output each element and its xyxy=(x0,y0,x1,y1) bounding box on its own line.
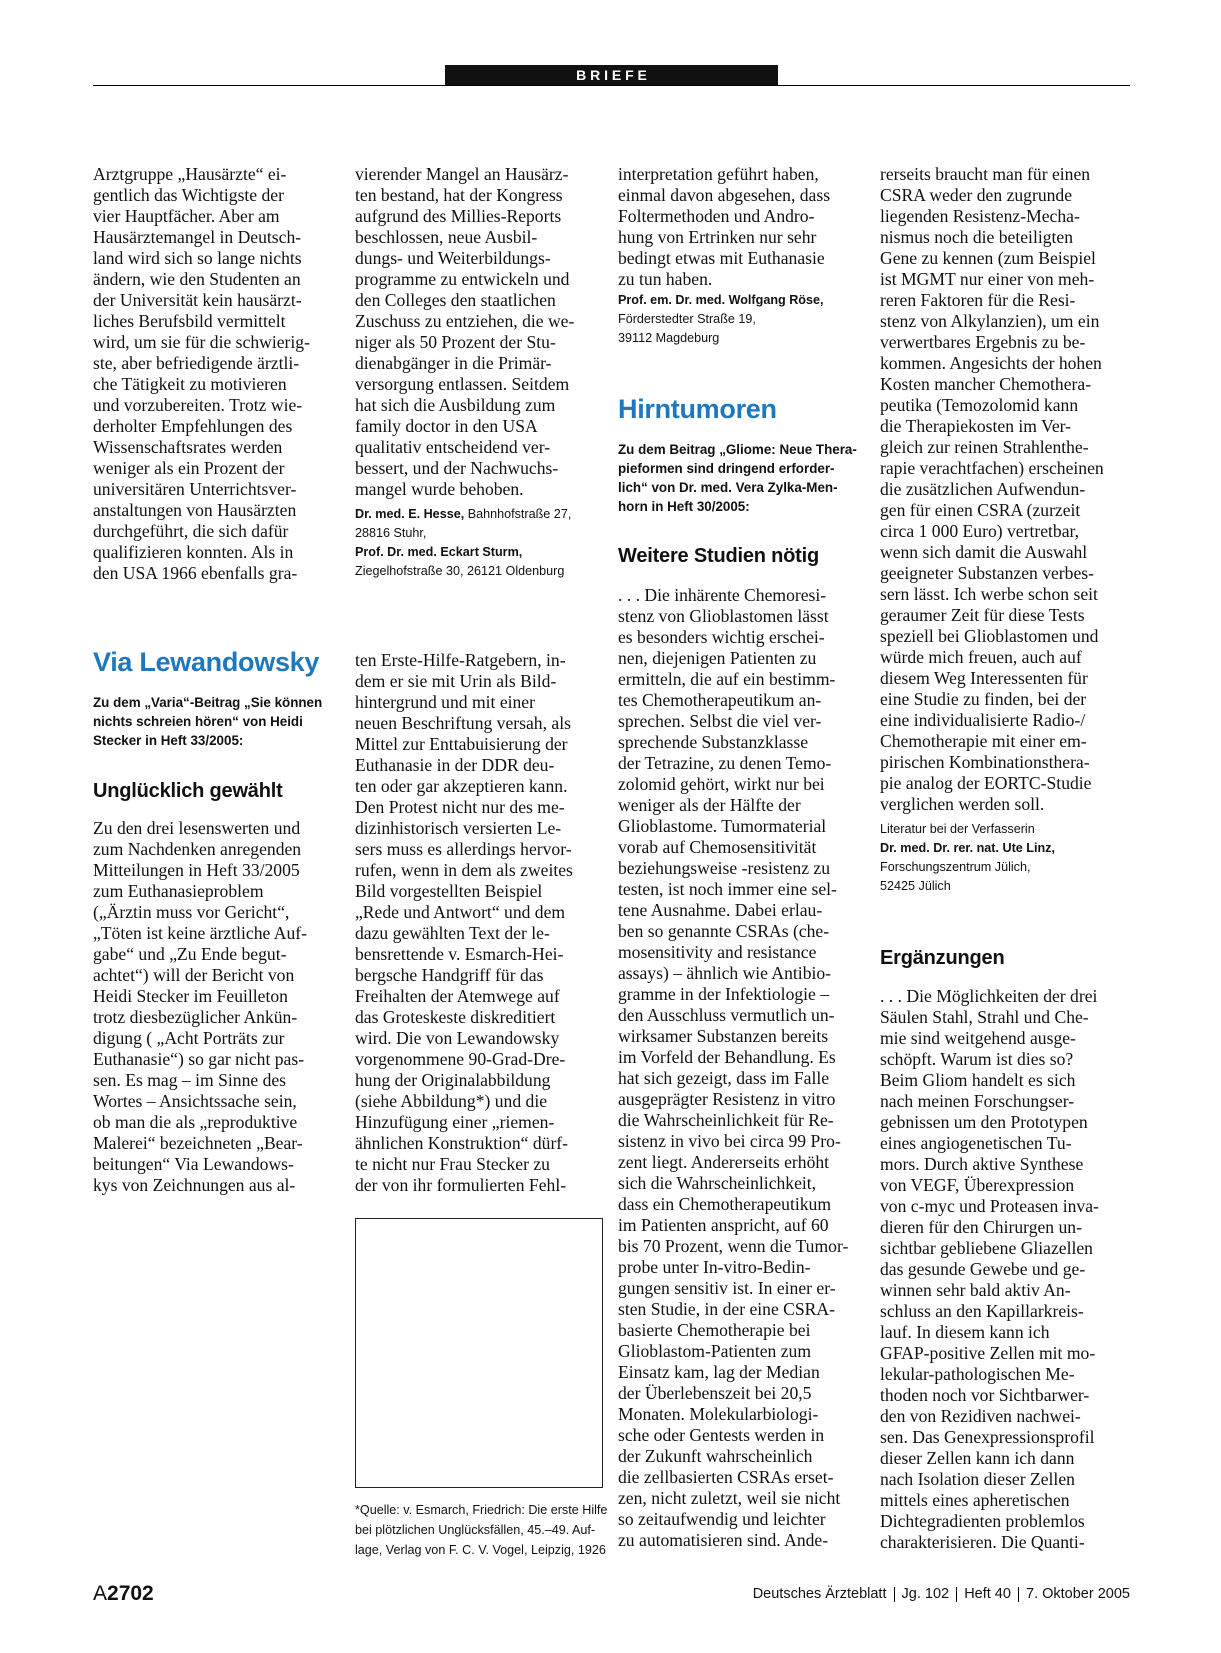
text-line: diesem Weg Interessenten für xyxy=(880,668,1088,688)
text-line: universitären Unterrichtsver- xyxy=(93,479,297,499)
figure-caption xyxy=(355,1500,607,1560)
signature-address: Bahnhofstraße 27, xyxy=(464,507,572,521)
signature-line xyxy=(880,820,1055,839)
text-line: zum Euthanasieproblem xyxy=(93,881,264,901)
text-line: Mitteilungen in Heft 33/2005 xyxy=(93,860,300,880)
text-line: peutika (Temozolomid kann xyxy=(880,395,1079,415)
text-line: schöpft. Warum ist dies so? xyxy=(880,1049,1074,1069)
text-line: vierender Mangel an Hausärz- xyxy=(355,164,569,184)
col2-signature xyxy=(355,505,571,581)
text-line: beschlossen, neue Ausbil- xyxy=(355,227,538,247)
text-line: beitungen“ Via Lewandows- xyxy=(93,1154,294,1174)
ungluecklich-heading: Unglücklich gewählt xyxy=(93,780,283,802)
text-line: schluss an den Kapillarkreis- xyxy=(880,1301,1084,1321)
signature-line xyxy=(618,329,824,348)
text-line: weniger als ein Prozent der xyxy=(93,458,285,478)
text-line: verwertbares Ergebnis zu be- xyxy=(880,332,1086,352)
text-line: reren Faktoren für die Resi- xyxy=(880,290,1076,310)
text-line: sprechen. Selbst die viel ver- xyxy=(618,711,822,731)
signature-name: Dr. med. Dr. rer. nat. Ute Linz, xyxy=(880,841,1055,855)
text-line: mittels eines apheretischen xyxy=(880,1490,1070,1510)
text-line: GFAP-positive Zellen mit mo- xyxy=(880,1343,1096,1363)
text-line: stenz von Glioblastomen lässt xyxy=(618,606,829,626)
col3-signature xyxy=(618,291,824,348)
text-line: nismus noch die beteiligten xyxy=(880,227,1074,247)
text-line: ten oder gar akzeptieren kann. xyxy=(355,776,568,796)
text-line: Foltermethoden und Andro- xyxy=(618,206,815,226)
text-line: einmal davon abgesehen, dass xyxy=(618,185,831,205)
text-line: Glioblastom-Patienten zum xyxy=(618,1341,812,1361)
text-line: den Colleges den staatlichen xyxy=(355,290,556,310)
text-line: lage, Verlag von F. C. V. Vogel, Leipzig, 1926 xyxy=(355,1543,606,1557)
text-line: pie analog der EORTC-Studie xyxy=(880,773,1092,793)
text-line: wenn sich damit die Auswahl xyxy=(880,542,1088,562)
text-line: nach Isolation dieser Zellen xyxy=(880,1469,1075,1489)
text-line: pirischen Kombinationsthera- xyxy=(880,752,1090,772)
col3-top-text xyxy=(618,164,830,290)
text-line: bergsche Handgriff für das xyxy=(355,965,544,985)
text-line: wird. Die von Lewandowsky xyxy=(355,1028,560,1048)
text-line: bessert, und der Nachwuchs- xyxy=(355,458,559,478)
text-line: geeigneter Substanzen verbes- xyxy=(880,563,1094,583)
journal-issue: Heft 40 xyxy=(964,1586,1011,1602)
text-line: Hausärztemangel in Deutsch- xyxy=(93,227,302,247)
text-line: digung ( „Acht Porträts zur xyxy=(93,1028,285,1048)
text-line: den USA 1966 ebenfalls gra- xyxy=(93,563,298,583)
text-line: Euthanasie in der DDR deu- xyxy=(355,755,555,775)
signature-address: Förderstedter Straße 19, xyxy=(618,312,756,326)
text-line: weniger als der Hälfte der xyxy=(618,795,801,815)
text-line: Zu den drei lesenswerten und xyxy=(93,818,301,838)
text-line: land wird sich so lange nichts xyxy=(93,248,302,268)
text-line: zolomid gehört, wirkt nur bei xyxy=(618,774,825,794)
text-line: sprechende Substanzklasse xyxy=(618,732,809,752)
text-line: der Überlebenszeit bei 20,5 xyxy=(618,1383,812,1403)
weitere-studien-heading: Weitere Studien nötig xyxy=(618,545,819,567)
text-line: bis 70 Prozent, wenn die Tumor- xyxy=(618,1236,849,1256)
text-line: lich“ von Dr. med. Vera Zylka-Men- xyxy=(618,480,838,495)
text-line: Beim Gliom handelt es sich xyxy=(880,1070,1076,1090)
text-line: lauf. In diesem kann ich xyxy=(880,1322,1050,1342)
text-line: den Ausschluss vermutlich un- xyxy=(618,1005,835,1025)
text-line: Dichtegradienten problemlos xyxy=(880,1511,1085,1531)
text-line: rapie verachtfachen) erscheinen xyxy=(880,458,1104,478)
hirntumoren-heading: Hirntumoren xyxy=(618,394,777,424)
hirntumoren-intro xyxy=(618,440,857,516)
text-line: achtet“) will der Bericht von xyxy=(93,965,295,985)
col3-body-text xyxy=(618,585,848,1551)
text-line: pieformen sind dringend erforder- xyxy=(618,461,835,476)
text-line: mors. Durch aktive Synthese xyxy=(880,1154,1084,1174)
text-line: rerseits braucht man für einen xyxy=(880,164,1091,184)
text-line: dungs- und Weiterbildungs- xyxy=(355,248,551,268)
text-line: Gene zu kennen (zum Beispiel xyxy=(880,248,1096,268)
text-line: basierte Chemotherapie bei xyxy=(618,1320,811,1340)
signature-address: Forschungszentrum Jülich, xyxy=(880,860,1031,874)
text-line: verglichen werden soll. xyxy=(880,794,1045,814)
signature-line xyxy=(880,877,1055,896)
section-label: B R I E F E xyxy=(445,65,778,85)
text-line: Mittel zur Enttabuisierung der xyxy=(355,734,568,754)
text-line: ist MGMT nur einer von meh- xyxy=(880,269,1095,289)
text-line: die Therapiekosten im Ver- xyxy=(880,416,1072,436)
signature-address: 28816 Stuhr, xyxy=(355,526,427,540)
text-line: te nicht nur Frau Stecker zu xyxy=(355,1154,550,1174)
text-line: ähnlichen Konstruktion“ dürf- xyxy=(355,1133,569,1153)
text-line: gleich zur reinen Strahlenthe- xyxy=(880,437,1089,457)
text-line: . . . Die inhärente Chemoresi- xyxy=(618,585,827,605)
signature-address: 39112 Magdeburg xyxy=(618,331,720,345)
text-line: der Zukunft wahrscheinlich xyxy=(618,1446,813,1466)
text-line: aufgrund des Millies-Reports xyxy=(355,206,562,226)
text-line: Euthanasie“) so gar nicht pas- xyxy=(93,1049,305,1069)
journal-date: 7. Oktober 2005 xyxy=(1026,1586,1130,1602)
text-line: testen, ist noch immer eine sel- xyxy=(618,879,837,899)
text-line: zent liegt. Andererseits erhöht xyxy=(618,1152,830,1172)
signature-line xyxy=(880,858,1055,877)
text-line: gentlich das Wichtigste der xyxy=(93,185,284,205)
text-line: Bild vorgestellten Beispiel xyxy=(355,881,543,901)
text-line: circa 1 000 Euro) vertretbar, xyxy=(880,521,1080,541)
via-lewandowsky-heading: Via Lewandowsky xyxy=(93,647,320,677)
text-line: horn in Heft 30/2005: xyxy=(618,499,750,514)
text-line: niger als 50 Prozent der Stu- xyxy=(355,332,556,352)
text-line: zen, nicht zuletzt, weil sie nicht xyxy=(618,1488,841,1508)
col4-signature xyxy=(880,820,1055,896)
text-line: derholter Empfehlungen des xyxy=(93,416,293,436)
text-line: liches Berufsbild vermittelt xyxy=(93,311,286,331)
text-line: so zeitaufwendig und leichter xyxy=(618,1509,826,1529)
text-line: trotz diesbezüglicher Ankün- xyxy=(93,1007,298,1027)
text-line: vorgenommene 90-Grad-Dre- xyxy=(355,1049,566,1069)
text-line: eine Studie zu finden, bei der xyxy=(880,689,1087,709)
text-line: family doctor in den USA xyxy=(355,416,538,436)
text-line: gabe“ und „Zu Ende begut- xyxy=(93,944,287,964)
text-line: würde mich freuen, auch auf xyxy=(880,647,1082,667)
text-line: gebnissen um den Prototypen xyxy=(880,1112,1088,1132)
text-line: Zu dem „Varia“-Beitrag „Sie können xyxy=(93,695,323,710)
col4-body-text xyxy=(880,986,1099,1553)
text-line: dazu gewählten Text der le- xyxy=(355,923,550,943)
text-line: Zu dem Beitrag „Gliome: Neue Thera- xyxy=(618,442,857,457)
text-line: sen. Das Genexpressionsprofil xyxy=(880,1427,1095,1447)
via-lewandowsky-intro xyxy=(93,693,322,750)
text-line: sistenz in vivo bei circa 99 Pro- xyxy=(618,1131,841,1151)
text-line: Freihalten der Atemwege auf xyxy=(355,986,560,1006)
text-line: der Universität kein hausärzt- xyxy=(93,290,302,310)
signature-line xyxy=(355,562,571,581)
text-line: (siehe Abbildung*) und die xyxy=(355,1091,548,1111)
text-line: Einsatz kam, lag der Median xyxy=(618,1362,820,1382)
text-line: zu automatisieren sind. Ande- xyxy=(618,1530,829,1550)
text-line: programme zu entwickeln und xyxy=(355,269,570,289)
text-line: und vorzubereiten. Trotz wie- xyxy=(93,395,303,415)
text-line: tes Chemotherapeutikum an- xyxy=(618,690,822,710)
text-line: nichts schreien hören“ von Heidi xyxy=(93,714,303,729)
text-line: charakterisieren. Die Quanti- xyxy=(880,1532,1085,1552)
signature-address: Ziegelhofstraße 30, 26121 Oldenburg xyxy=(355,564,565,578)
col1-body-text xyxy=(93,818,307,1196)
text-line: hat sich gezeigt, dass im Falle xyxy=(618,1068,830,1088)
text-line: ben so genannte CSRAs (che- xyxy=(618,921,830,941)
text-line: im Patienten anspricht, auf 60 xyxy=(618,1215,829,1235)
text-line: Chemotherapie mit einer em- xyxy=(880,731,1087,751)
text-line: qualifizieren konnten. Als in xyxy=(93,542,294,562)
text-line: kommen. Angesichts der hohen xyxy=(880,353,1102,373)
text-line: „Töten ist keine ärztliche Auf- xyxy=(93,923,307,943)
text-line: nen, diejenigen Patienten zu xyxy=(618,648,817,668)
text-line: hung der Originalabbildung xyxy=(355,1070,551,1090)
text-line: das Groteskeste diskreditiert xyxy=(355,1007,556,1027)
text-line: ob man die als „reproduktive xyxy=(93,1112,298,1132)
text-line: das gesunde Gewebe und ge- xyxy=(880,1259,1086,1279)
text-line: ste, aber befriedigende ärztli- xyxy=(93,353,300,373)
text-line: vorab auf Chemosensitivität xyxy=(618,837,817,857)
text-line: „Rede und Antwort“ und dem xyxy=(355,902,566,922)
text-line: den von Rezidiven nachwei- xyxy=(880,1406,1081,1426)
text-line: hung von Ertrinken nur sehr xyxy=(618,227,817,247)
journal-name: Deutsches Ärzteblatt xyxy=(752,1586,887,1602)
col1-top-text xyxy=(93,164,310,584)
journal-volume: Jg. 102 xyxy=(901,1586,950,1602)
text-line: lekular-pathologischen Me- xyxy=(880,1364,1075,1384)
text-line: Säulen Stahl, Strahl und Che- xyxy=(880,1007,1089,1027)
text-line: wirksamer Substanzen bereits xyxy=(618,1026,829,1046)
ergaenzungen-heading: Ergänzungen xyxy=(880,947,1005,969)
text-line: sen. Es mag – im Sinne des xyxy=(93,1070,287,1090)
journal-footer xyxy=(753,1586,1130,1602)
text-line: dienabgänger in die Primär- xyxy=(355,353,552,373)
text-line: versorgung entlassen. Seitdem xyxy=(355,374,570,394)
text-line: durchgeführt, die sich dafür xyxy=(93,521,289,541)
text-line: *Quelle: v. Esmarch, Friedrich: Die erste Hilfe xyxy=(355,1503,608,1517)
text-line: es besonders wichtig erschei- xyxy=(618,627,825,647)
text-line: („Ärztin muss vor Gericht“, xyxy=(93,902,290,922)
text-line: gen für einen CSRA (zurzeit xyxy=(880,500,1081,520)
signature-name: Prof. em. Dr. med. Wolfgang Röse, xyxy=(618,293,824,307)
text-line: Kosten mancher Chemothera- xyxy=(880,374,1092,394)
text-line: sichtbar gebliebene Gliazellen xyxy=(880,1238,1093,1258)
text-line: qualitativ entscheidend ver- xyxy=(355,437,551,457)
text-line: bedingt etwas mit Euthanasie xyxy=(618,248,825,268)
text-line: ten Erste-Hilfe-Ratgebern, in- xyxy=(355,650,566,670)
text-line: im Vorfeld der Behandlung. Es xyxy=(618,1047,836,1067)
figure-placeholder xyxy=(355,1218,603,1488)
text-line: ten bestand, hat der Kongress xyxy=(355,185,563,205)
signature-line xyxy=(618,291,824,310)
text-line: wird, um sie für die schwierig- xyxy=(93,332,310,352)
text-line: der von ihr formulierten Fehl- xyxy=(355,1175,567,1195)
text-line: die zellbasierten CSRAs erset- xyxy=(618,1467,834,1487)
text-line: dass ein Chemotherapeutikum xyxy=(618,1194,832,1214)
text-line: von VEGF, Überexpression xyxy=(880,1175,1075,1195)
text-line: sich die Wahrscheinlichkeit, xyxy=(618,1173,817,1193)
signature-name: Prof. Dr. med. Eckart Sturm, xyxy=(355,545,523,559)
text-line: dem er sie mit Urin als Bild- xyxy=(355,671,557,691)
header-rule xyxy=(93,85,1130,86)
text-line: Den Protest nicht nur des me- xyxy=(355,797,565,817)
text-line: tene Ausnahme. Dabei erlau- xyxy=(618,900,823,920)
text-line: eine individualisierte Radio-/ xyxy=(880,710,1086,730)
signature-address: 52425 Jülich xyxy=(880,879,951,893)
text-line: ändern, wie den Studenten an xyxy=(93,269,301,289)
text-line: dizinhistorisch versierten Le- xyxy=(355,818,562,838)
text-line: Stecker in Heft 33/2005: xyxy=(93,733,244,748)
text-line: ermitteln, die auf ein bestimm- xyxy=(618,669,836,689)
text-line: stenz von Alkylanzien), um ein xyxy=(880,311,1100,331)
text-line: interpretation geführt haben, xyxy=(618,164,819,184)
text-line: probe unter In-vitro-Bedin- xyxy=(618,1257,811,1277)
text-line: rufen, wenn in dem als zweites xyxy=(355,860,573,880)
text-line: ausgeprägter Resistenz in vitro xyxy=(618,1089,836,1109)
text-line: Heidi Stecker im Feuilleton xyxy=(93,986,288,1006)
text-line: geraumer Zeit für diese Tests xyxy=(880,605,1085,625)
text-line: sern lässt. Ich werbe schon seit xyxy=(880,584,1098,604)
signature-name: Dr. med. E. Hesse, xyxy=(355,507,465,521)
text-line: der Tetrazine, zu denen Temo- xyxy=(618,753,832,773)
page-number-value: 2702 xyxy=(107,1582,154,1605)
signature-line xyxy=(880,839,1055,858)
text-line: mosensitivity and resistance xyxy=(618,942,817,962)
page-number xyxy=(93,1582,154,1606)
text-line: che Tätigkeit zu motivieren xyxy=(93,374,287,394)
text-line: sers muss es allerdings hervor- xyxy=(355,839,572,859)
text-line: vier Hauptfächer. Aber am xyxy=(93,206,280,226)
text-line: Hinzufügung einer „riemen- xyxy=(355,1112,555,1132)
text-line: CSRA weder den zugrunde xyxy=(880,185,1073,205)
text-line: von c-myc und Proteasen inva- xyxy=(880,1196,1099,1216)
text-line: liegenden Resistenz-Mecha- xyxy=(880,206,1080,226)
text-line: die zusätzlichen Aufwendun- xyxy=(880,479,1086,499)
text-line: thoden noch vor Sichtbarwer- xyxy=(880,1385,1090,1405)
text-line: eines angiogenetischen Tu- xyxy=(880,1133,1072,1153)
text-line: assays) – ähnlich wie Antibio- xyxy=(618,963,832,983)
signature-line xyxy=(355,524,571,543)
text-line: kys von Zeichnungen aus al- xyxy=(93,1175,296,1195)
text-line: sche oder Gentests werden in xyxy=(618,1425,825,1445)
text-line: . . . Die Möglichkeiten der drei xyxy=(880,986,1098,1006)
text-line: anstaltungen von Hausärzten xyxy=(93,500,297,520)
signature-line xyxy=(355,505,571,524)
col4-top-text xyxy=(880,164,1104,815)
text-line: bensrettende v. Esmarch-Hei- xyxy=(355,944,564,964)
text-line: beziehungsweise -resistenz zu xyxy=(618,858,831,878)
text-line: dieser Zellen kann ich dann xyxy=(880,1448,1075,1468)
text-line: zu tun haben. xyxy=(618,269,713,289)
text-line: Wortes – Ansichtssache sein, xyxy=(93,1091,297,1111)
text-line: mie sind weitgehend ausge- xyxy=(880,1028,1076,1048)
col2-body-text xyxy=(355,650,573,1196)
text-line: winnen sehr bald aktiv An- xyxy=(880,1280,1071,1300)
text-line: gungen sensitiv ist. In einer er- xyxy=(618,1278,836,1298)
text-line: sten Studie, in der eine CSRA- xyxy=(618,1299,835,1319)
text-line: zum Nachdenken anregenden xyxy=(93,839,302,859)
text-line: gramme in der Infektiologie – xyxy=(618,984,830,1004)
signature-line xyxy=(355,543,571,562)
text-line: bei plötzlichen Unglücksfällen, 45.–49. Auf- xyxy=(355,1523,596,1537)
text-line: hat sich die Ausbildung zum xyxy=(355,395,556,415)
text-line: dieren für den Chirurgen un- xyxy=(880,1217,1082,1237)
text-line: hintergrund und mit einer xyxy=(355,692,535,712)
text-line: mangel wurde behoben. xyxy=(355,479,524,499)
text-line: Wissenschaftsrates werden xyxy=(93,437,283,457)
text-line: Malerei“ bezeichneten „Bear- xyxy=(93,1133,303,1153)
text-line: Monaten. Molekularbiologi- xyxy=(618,1404,819,1424)
text-line: Zuschuss zu entziehen, die we- xyxy=(355,311,575,331)
text-line: die Wahrscheinlichkeit für Re- xyxy=(618,1110,834,1130)
text-line: nach meinen Forschungser- xyxy=(880,1091,1075,1111)
text-line: speziell bei Glioblastomen und xyxy=(880,626,1099,646)
text-line: neuen Beschriftung versah, als xyxy=(355,713,571,733)
signature-line xyxy=(618,310,824,329)
signature-address: Literatur bei der Verfasserin xyxy=(880,822,1035,836)
col2-top-text xyxy=(355,164,574,500)
text-line: Arztgruppe „Hausärzte“ ei- xyxy=(93,164,287,184)
text-line: Glioblastome. Tumormaterial xyxy=(618,816,827,836)
page-prefix: A xyxy=(93,1582,108,1605)
